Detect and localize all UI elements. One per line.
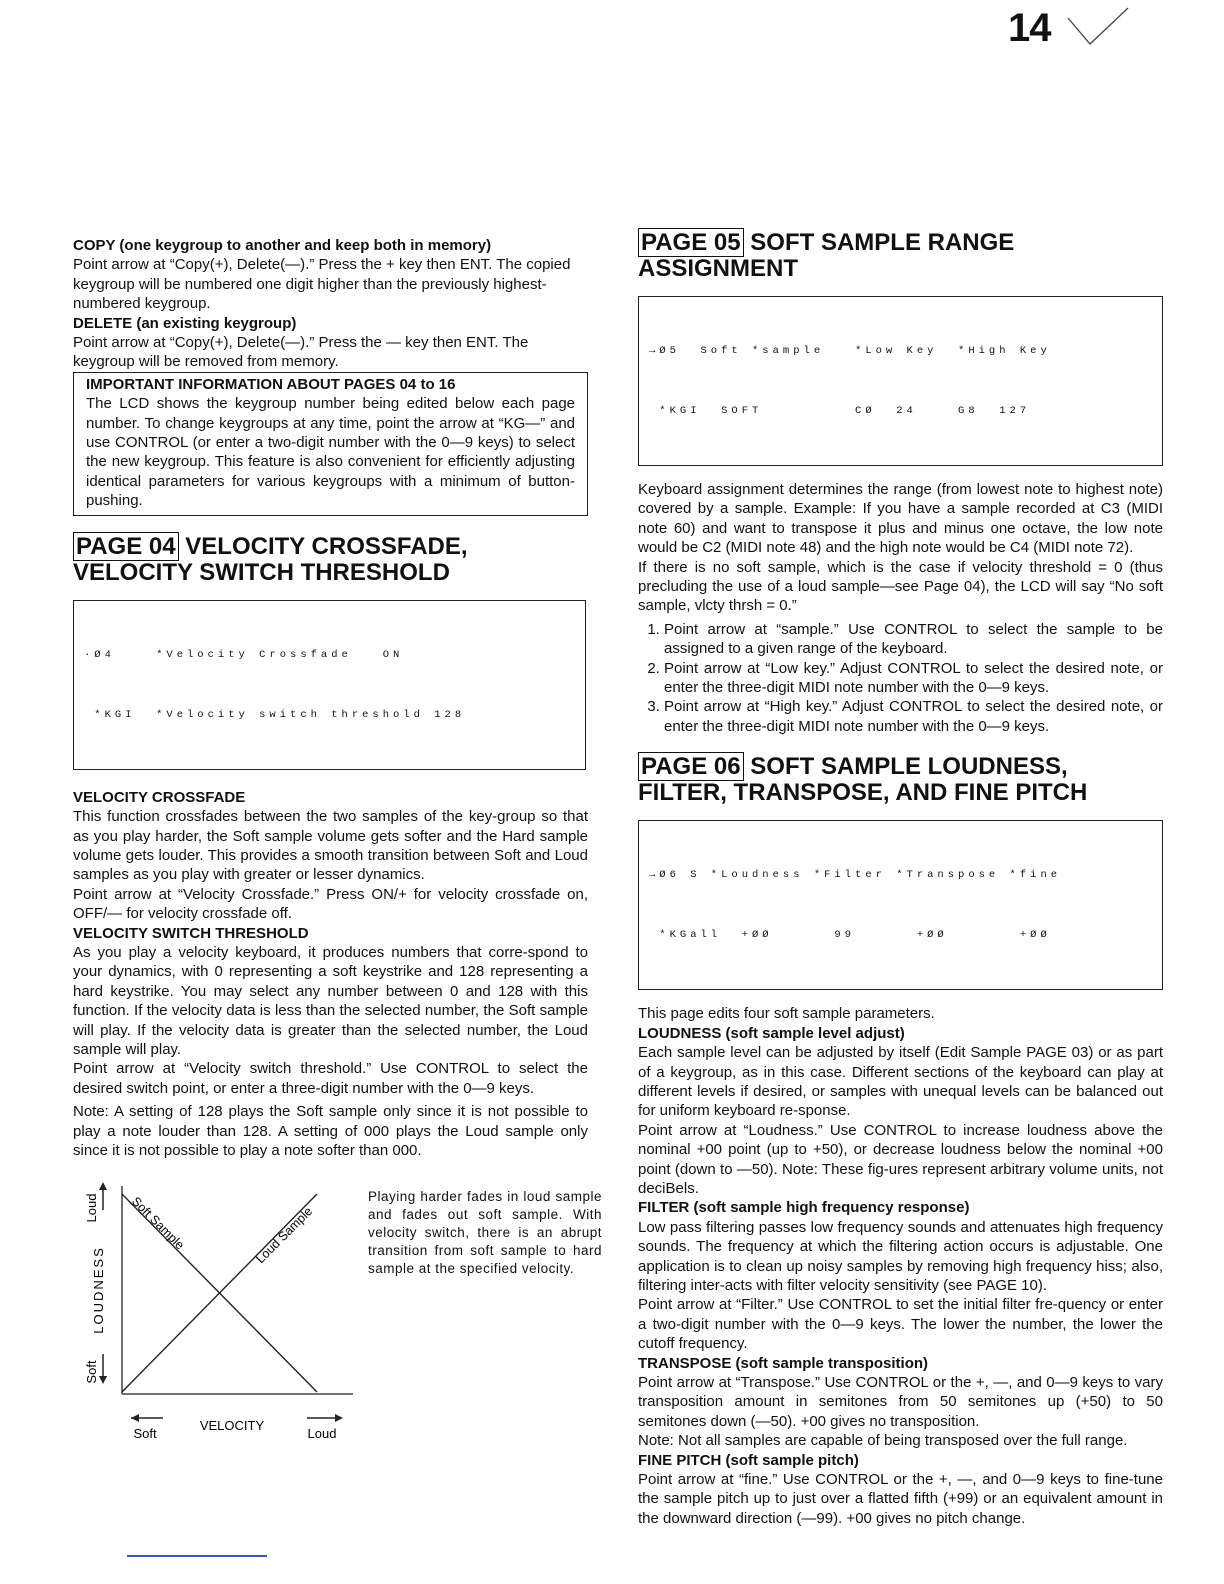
delete-text: Point arrow at “Copy(+), Delete(—).” Press the — key then ENT. The keygroup will be removed from memory. — [73, 334, 529, 371]
lcd-display-page04 — [73, 600, 586, 770]
loudness-text: Each sample level can be adjusted by itself (Edit Sample PAGE 03) or as part of a keygroup, as in this case. Different sections of the keyboard can play at different levels if desired, or samples with unequal levels can be balanced out for uniform keyboard re-sponse. — [638, 1044, 1163, 1120]
page04-title: VELOCITY CROSSFADE, VELOCITY SWITCH THRESHOLD — [73, 532, 468, 586]
loud-sample-label: Loud Sample — [253, 1204, 316, 1267]
checkmark-icon — [1064, 4, 1134, 48]
important-text: The LCD shows the keygroup number being edited below each page number. To change keygroups at any time, point the arrow at “KG—” and use CONTROL (or enter a two-digit number with the 0—9 keys) to select the new keygroup. This feature is also convenient for efficiently adjusting identical parameters for various keygroups with a minimum of button-pushing. — [86, 395, 575, 510]
x-label-velocity: VELOCITY — [199, 1418, 265, 1433]
lcd-display-page05 — [638, 296, 1163, 466]
transpose-heading: TRANSPOSE (soft sample transposition) — [638, 1354, 929, 1372]
soft-sample-label: Soft Sample — [128, 1194, 187, 1253]
page05-title: SOFT SAMPLE RANGE ASSIGNMENT — [638, 229, 1015, 282]
page06-heading — [638, 754, 1163, 806]
lcd-display-page06 — [638, 820, 1163, 990]
fine-pitch-text: Point arrow at “fine.” Use CONTROL or the +, —, and 0—9 keys to fine-tune the sample pitch up to just over a flatted fifth (+99) or an equivalent amount in the downward direction (—99). +00 gives no pitch change. — [638, 1471, 1163, 1527]
velocity-crossfade-instructions: Point arrow at “Velocity Crossfade.” Press ON/+ for velocity crossfade on, OFF/— for velocity crossfade off. — [73, 885, 588, 923]
lcd-line: →Ø6 S *Loudness *Filter *Transpose *fine — [649, 869, 1062, 882]
list-item: 2. Point arrow at “Low key.” Adjust CONTROL to select the desired note, or enter the three-digit MIDI note number with the 0—9 keys. — [664, 659, 1163, 698]
list-item: 3. Point arrow at “High key.” Adjust CONTROL to select the desired note, or enter the three-digit MIDI note number with the 0—9 keys. — [664, 697, 1163, 736]
transpose-text: Point arrow at “Transpose.” Use CONTROL or the +, —, and 0—9 keys to vary transposition amount in semitones from 50 semitones up (+50) to 50 semitones down (—50). +00 gives no transposition. — [638, 1374, 1163, 1430]
filter-text: Low pass filtering passes low frequency sounds and attenuates high frequency sounds. The frequency at which the filtering action occurs is adjustable. One application is to clean up noisy samples by removing high frequency hiss; also, filtering inter-acts with filter velocity sensitivity (see PAGE 10). — [638, 1218, 1163, 1294]
page05-label: PAGE 05 — [638, 228, 744, 257]
lcd-line: ·Ø4 *Velocity Crossfade ON — [84, 648, 404, 661]
lcd-line: *KGI *Velocity switch threshold 128 — [84, 708, 466, 721]
right-column — [638, 230, 1163, 1528]
page06-label: PAGE 06 — [638, 752, 744, 781]
velocity-switch-heading: VELOCITY SWITCH THRESHOLD — [73, 924, 309, 942]
page05-heading — [638, 230, 1163, 282]
copy-heading: COPY (one keygroup to another and keep both in memory) — [73, 237, 492, 254]
velocity-note: Note: A setting of 128 plays the Soft sample only since it is not possible to play a note louder than 128. A setting of 000 plays the Loud sample only since it is not possible to play a note softer than 000. — [73, 1103, 588, 1159]
list-item: 1. Point arrow at “sample.” Use CONTROL to select the sample to be assigned to a given range of the keyboard. — [664, 620, 1163, 659]
page04-heading — [73, 534, 588, 586]
x-label-loud: Loud — [307, 1426, 337, 1441]
footer-rule — [127, 1555, 267, 1557]
page05-steps — [638, 620, 1163, 736]
y-label-loud: Loud — [84, 1193, 99, 1223]
lcd-line: →Ø5 Soft *sample *Low Key *High Key — [649, 345, 1051, 357]
important-title: IMPORTANT INFORMATION ABOUT PAGES 04 to 16 — [86, 375, 456, 393]
important-info-box — [73, 372, 588, 516]
fine-pitch-heading: FINE PITCH (soft sample pitch) — [638, 1451, 859, 1469]
y-label-loudness: LOUDNESS — [91, 1246, 106, 1334]
page05-text: Keyboard assignment determines the range (from lowest note to highest note) covered by a sample. Example: If you have a sample recorded at C3 (MIDI note 60) and want to transpose it plus and minus one octave, the low note would be C2 (MIDI note 48) and the high note would be C4 (MIDI note 72). — [638, 481, 1163, 557]
page06-intro: This page edits four soft sample parameters. — [638, 1005, 935, 1023]
velocity-switch-instructions: Point arrow at “Velocity switch threshold.” Use CONTROL to select the desired switch point, or enter a three-digit number with the 0—9 keys. — [73, 1060, 588, 1097]
transpose-note: Note: Not all samples are capable of being transposed over the full range. — [638, 1432, 1128, 1450]
filter-heading: FILTER (soft sample high frequency response) — [638, 1199, 970, 1217]
velocity-crossfade-text: This function crossfades between the two samples of the key-group so that as you play harder, the Soft sample volume gets softer and the Hard sample volume gets louder. This provides a smooth transition between Soft and Loud samples as you play with greater or lesser dynamics. — [73, 808, 588, 884]
copy-text: Point arrow at “Copy(+), Delete(—).” Press the + key then ENT. The copied keygroup will be numbered one digit higher than the previously highest-numbered keygroup. — [73, 256, 571, 313]
crossfade-diagram — [75, 1172, 360, 1452]
loudness-heading: LOUDNESS (soft sample level adjust) — [638, 1024, 905, 1042]
diagram-caption: Playing harder fades in loud sample and fades out soft sample. With velocity switch, there is an abrupt transition from soft sample to hard sample at the specified velocity. — [368, 1189, 602, 1276]
page04-label: PAGE 04 — [73, 532, 179, 561]
velocity-crossfade-heading: VELOCITY CROSSFADE — [73, 788, 246, 806]
y-label-soft: Soft — [84, 1360, 99, 1384]
velocity-switch-text: As you play a velocity keyboard, it produces numbers that corre-spond to your dynamics, with 0 representing a soft keystrike and 128 representing a hard keystrike. You may select any number between 0 and 128 with this function. If the velocity data is less than the selected number, the Soft sample will play. If the velocity data is greater than the selected number, the Loud sample will play. — [73, 943, 588, 1058]
delete-heading: DELETE (an existing keygroup) — [73, 314, 297, 332]
x-label-soft: Soft — [133, 1426, 157, 1441]
page06-title: SOFT SAMPLE LOUDNESS, FILTER, TRANSPOSE, AND FINE PITCH — [638, 753, 1088, 807]
lcd-line: *KGall +ØØ 99 +ØØ +ØØ — [649, 929, 1051, 942]
loudness-instructions: Point arrow at “Loudness.” Use CONTROL to increase loudness above the nominal +00 point (up to +50), or decrease loudness below the nominal +00 point (down to —50). Note: These fig-ures represent arbitrary volume units, not deciBels. — [638, 1121, 1163, 1197]
left-column — [73, 236, 588, 1160]
page05-no-soft-sample: If there is no soft sample, which is the case if velocity threshold = 0 (thus precluding the use of a loud sample—see Page 04), the LCD will say “No soft sample, vlcty thrsh = 0.” — [638, 558, 1163, 615]
filter-instructions: Point arrow at “Filter.” Use CONTROL to set the initial filter fre-quency or enter a two-digit number with the 0—9 keys. The lower the number, the lower the cutoff frequency. — [638, 1296, 1163, 1353]
page-number: 14 — [1008, 6, 1051, 50]
lcd-line: *KGI SOFT CØ 24 G8 127 — [649, 405, 1031, 417]
